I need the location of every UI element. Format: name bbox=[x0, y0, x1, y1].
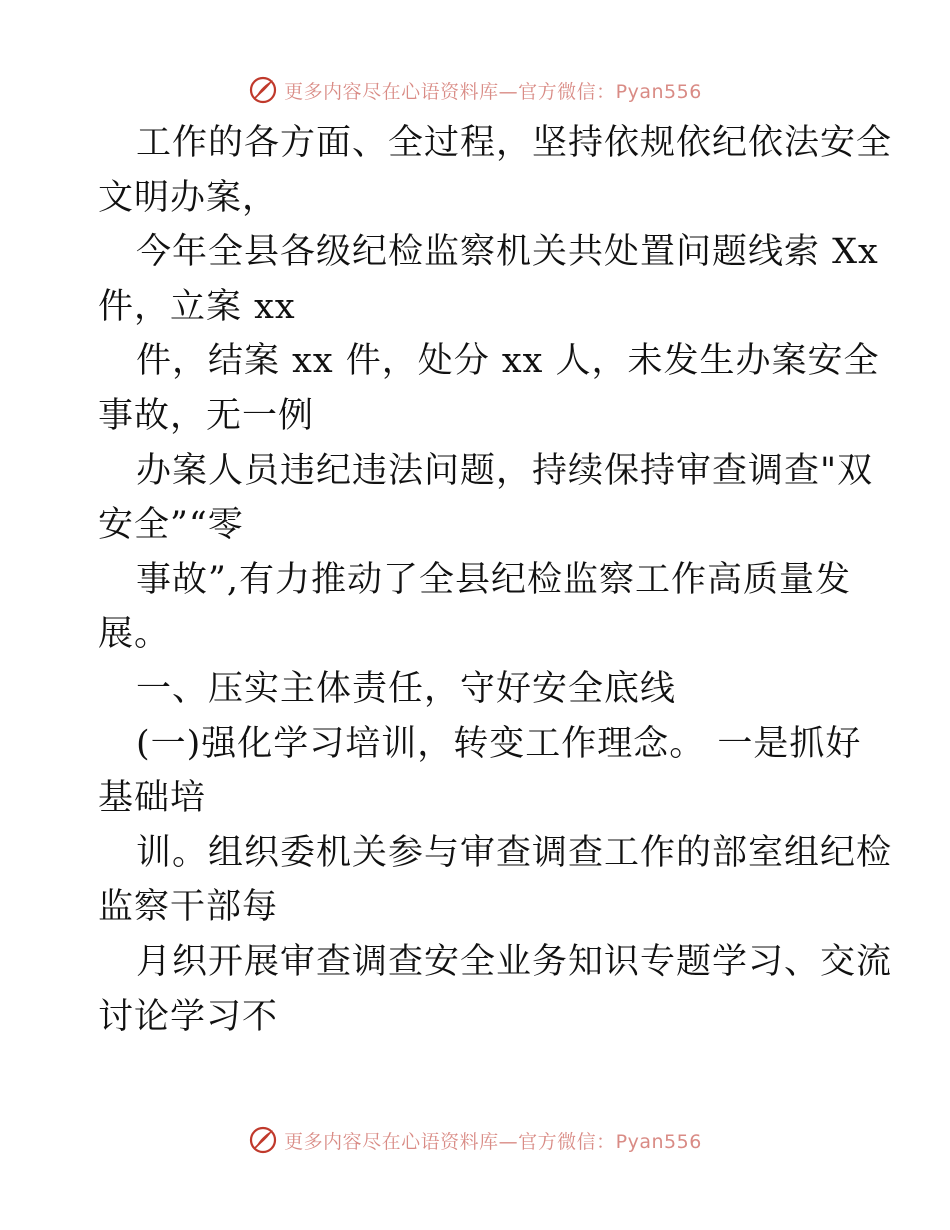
text-line: 办案人员违纪违法问题，持续保持审查调查"双 bbox=[136, 450, 874, 491]
text-line: 今年全县各级纪检监察机关共处置问题线索 Xx bbox=[136, 232, 879, 273]
body-text bbox=[98, 116, 893, 1044]
text-line: 文明办案， bbox=[98, 177, 279, 218]
text-line: 安全”“零 bbox=[98, 505, 244, 546]
text-line: 月织开展审查调查安全业务知识专题学习、交流 bbox=[136, 941, 893, 982]
subsection-heading: (一)强化学习培训，转变工作理念。 一是抓好 bbox=[136, 723, 862, 764]
text-line: 基础培 bbox=[98, 778, 207, 819]
text-line: 讨论学习不 bbox=[98, 996, 279, 1037]
feather-seal-icon bbox=[248, 75, 278, 105]
section-heading: 一、压实主体责任，守好安全底线 bbox=[136, 668, 677, 709]
text-line: 件，结案 xx 件，处分 xx 人，未发生办案安全 bbox=[136, 341, 880, 382]
header-watermark bbox=[0, 72, 950, 108]
text-line: 事故，无一例 bbox=[98, 395, 315, 436]
watermark-text: 更多内容尽在心语资料库—官方微信：Pyan556 bbox=[284, 80, 702, 103]
text-line: 展。 bbox=[98, 614, 171, 655]
watermark-text: 更多内容尽在心语资料库—官方微信：Pyan556 bbox=[284, 1130, 702, 1153]
feather-seal-icon bbox=[248, 1125, 278, 1155]
text-line: 事故”,有力推动了全县纪检监察工作高质量发 bbox=[136, 559, 852, 600]
text-line: 件，立案 xx bbox=[98, 286, 296, 327]
footer-watermark bbox=[0, 1122, 950, 1158]
text-line: 工作的各方面、全过程，坚持依规依纪依法安全 bbox=[136, 123, 893, 163]
text-line: 监察干部每 bbox=[98, 887, 279, 928]
text-line: 训。组织委机关参与审查调查工作的部室组纪检 bbox=[136, 832, 893, 873]
